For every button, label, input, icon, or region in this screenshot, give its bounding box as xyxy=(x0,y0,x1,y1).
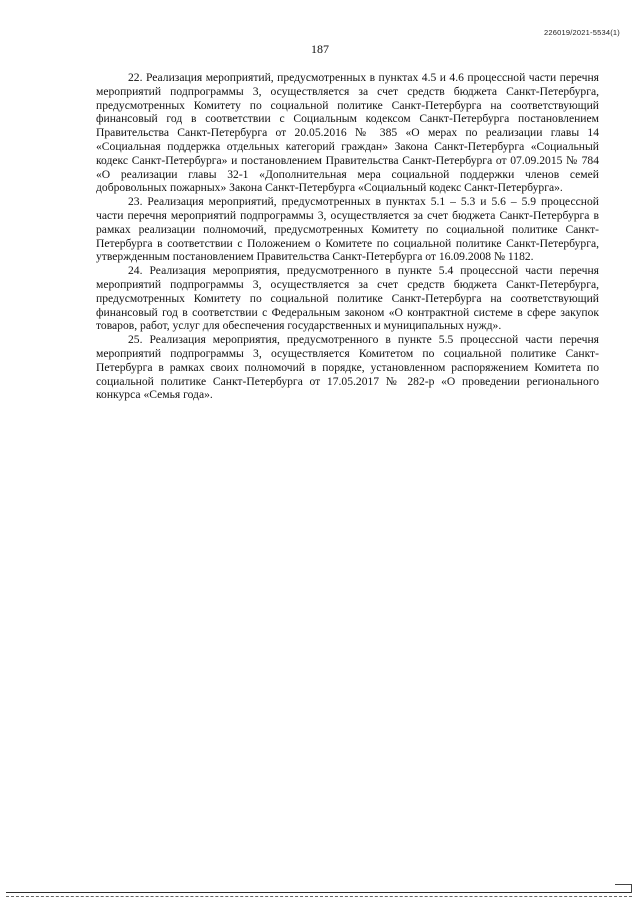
document-id: 226019/2021-5534(1) xyxy=(544,28,620,37)
paragraph-24: 24. Реализация мероприятия, предусмотренного в пункте 5.4 процессной части перечня мероприятий подпрограммы 3, осуществляется за счет средств бюджета Санкт-Петербурга, предусмотренных Комитету по социальной политике Санкт-Петербурга на соответствующий финансовый год в соответствии с Федеральным законом «О контрактной системе в сфере закупок товаров, работ, услуг для обеспечения государственных и муниципальных нужд». xyxy=(96,264,599,333)
paragraph-22: 22. Реализация мероприятий, предусмотренных в пунктах 4.5 и 4.6 процессной части перечня мероприятий подпрограммы 3, осуществляется за счет средств бюджета Санкт-Петербурга, предусмотренных Комитету по социальной политике Санкт-Петербурга на соответствующий финансовый год в соответствии с Социальным кодексом Санкт-Петербурга постановлением Правительства Санкт-Петербурга от 20.05.2016 № 385 «О мерах по реализации главы 14 «Социальная поддержка отдельных категорий граждан» Закона Санкт-Петербурга «Социальный кодекс Санкт-Петербурга» и постановлением Правительства Санкт-Петербурга от 07.09.2015 № 784 «О реализации главы 32-1 «Дополнительная мера социальной поддержки членов семей добровольных пожарных» Закона Санкт-Петербурга «Социальный кодекс Санкт-Петербурга». xyxy=(96,71,599,195)
document-body xyxy=(96,71,599,402)
paragraph-23: 23. Реализация мероприятий, предусмотренных в пунктах 5.1 – 5.3 и 5.6 – 5.9 процессной части перечня мероприятий подпрограммы 3, осуществляется за счет бюджета Санкт-Петербурга в рамках реализации полномочий, предусмотренных Комитету по социальной политике Санкт-Петербурга в соответствии с Положением о Комитете по социальной политике Санкт-Петербурга, утвержденным постановлением Правительства Санкт-Петербурга от 16.09.2008 № 1182. xyxy=(96,195,599,264)
scan-edge-mark xyxy=(615,884,632,893)
scan-bottom-dashed-rule xyxy=(6,896,632,897)
scan-bottom-rule xyxy=(6,892,632,893)
paragraph-25: 25. Реализация мероприятия, предусмотренного в пункте 5.5 процессной части перечня мероприятий подпрограммы 3, осуществляется Комитетом по социальной политике Санкт-Петербурга в рамках своих полномочий в порядке, установленном распоряжением Комитета по социальной политике Санкт-Петербурга от 17.05.2017 № 282-р «О проведении регионального конкурса «Семья года». xyxy=(96,333,599,402)
page-number: 187 xyxy=(311,42,329,56)
